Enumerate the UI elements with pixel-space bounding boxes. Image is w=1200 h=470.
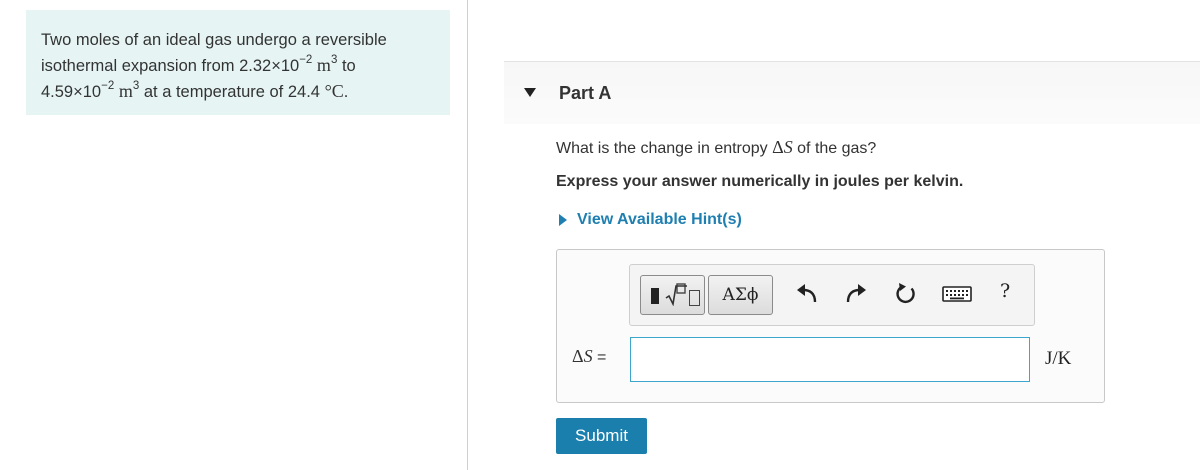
unit-exponent: 3 [132,79,140,92]
volume-unit: m [118,81,133,101]
column-divider [467,0,468,470]
question-text: What is the change in entropy ΔS of the gas? [556,137,877,157]
help-icon[interactable]: ? [1000,280,1011,302]
problem-final-volume: 4.59×10 [41,83,102,101]
entropy-symbol: S [783,137,793,157]
answer-label: ΔS = [572,346,607,366]
period: . [343,83,349,101]
math-toolbar [629,264,1035,326]
expand-arrow-icon [559,214,567,226]
unit-exponent: 3 [330,53,338,66]
answer-area [556,249,1105,403]
templates-icon [651,288,659,304]
exponent: −2 [299,53,313,66]
submit-button[interactable]: Submit [556,418,647,454]
problem-to: to [341,57,356,75]
redo-icon[interactable] [844,282,868,306]
reset-icon[interactable] [894,282,918,306]
collapse-triangle-icon[interactable] [524,88,536,97]
problem-line-2: isothermal expansion from 2.32×10 [41,57,300,75]
problem-statement-panel [26,10,450,115]
placeholder-box-icon [689,290,700,306]
hint-label: View Available Hint(s) [577,211,742,228]
exponent: −2 [101,79,115,92]
sqrt-icon [665,282,687,306]
part-a-header[interactable] [504,61,1200,124]
answer-instruction: Express your answer numerically in joules per kelvin. [556,173,964,190]
problem-temperature: at a temperature of 24.4 [143,83,320,101]
templates-button[interactable] [640,275,705,315]
unit-label: J/K [1045,348,1072,369]
keyboard-icon[interactable] [942,282,972,306]
undo-icon[interactable] [795,282,819,306]
answer-input[interactable] [630,337,1030,382]
greek-letters-button[interactable]: ΑΣϕ [708,275,773,315]
problem-statement [41,28,441,105]
temperature-unit: °C [324,81,344,101]
problem-line-1: Two moles of an ideal gas undergo a reversible [41,31,387,49]
delta-symbol: Δ [772,137,784,157]
part-title: Part A [559,83,612,103]
volume-unit: m [316,55,331,75]
